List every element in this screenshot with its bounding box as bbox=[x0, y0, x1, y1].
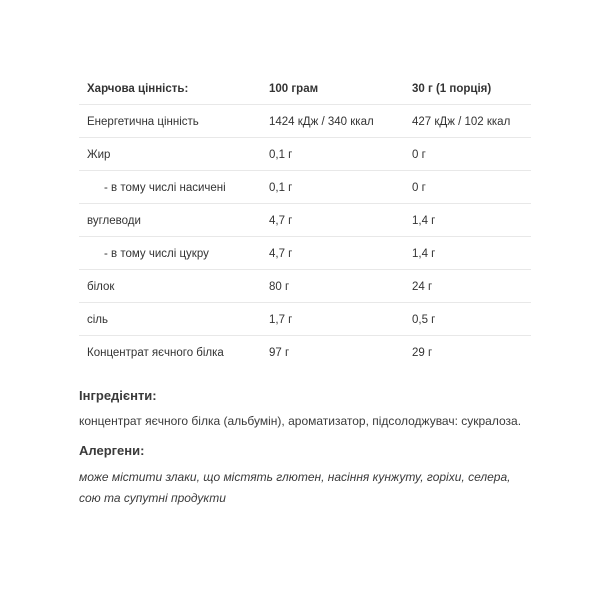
row-label: - в тому числі цукру bbox=[104, 248, 209, 260]
row-value-serving: 0 г bbox=[412, 149, 426, 161]
row-value-100g: 0,1 г bbox=[269, 149, 293, 161]
row-value-100g: 1,7 г bbox=[269, 314, 293, 326]
table-row bbox=[79, 303, 531, 336]
row-value-100g: 0,1 г bbox=[269, 182, 293, 194]
table-row bbox=[79, 171, 531, 204]
row-value-serving: 0 г bbox=[412, 182, 426, 194]
row-value-100g: 80 г bbox=[269, 281, 290, 293]
table-row bbox=[79, 204, 531, 237]
header-nutrition-value: Харчова цінність: bbox=[87, 83, 189, 95]
allergens-title: Алергени: bbox=[79, 443, 145, 458]
row-value-serving: 1,4 г bbox=[412, 248, 436, 260]
row-value-100g: 1424 кДж / 340 ккал bbox=[269, 116, 374, 128]
row-label: Концентрат яєчного білка bbox=[87, 347, 224, 359]
table-header-row bbox=[79, 72, 531, 105]
row-label: вуглеводи bbox=[87, 215, 141, 227]
table-row bbox=[79, 105, 531, 138]
table-row bbox=[79, 336, 531, 368]
row-value-serving: 29 г bbox=[412, 347, 433, 359]
row-label: - в тому числі насичені bbox=[104, 182, 226, 194]
nutrition-table bbox=[79, 72, 531, 368]
row-value-100g: 4,7 г bbox=[269, 215, 293, 227]
table-row bbox=[79, 270, 531, 303]
row-label: Енергетична цінність bbox=[87, 116, 199, 128]
row-label: Жир bbox=[87, 149, 111, 161]
row-value-100g: 97 г bbox=[269, 347, 290, 359]
header-per-100g: 100 грам bbox=[269, 83, 319, 95]
row-value-serving: 1,4 г bbox=[412, 215, 436, 227]
table-row bbox=[79, 138, 531, 171]
ingredients-text: концентрат яєчного білка (альбумін), ароматизатор, підсолоджувач: сукралоза. bbox=[79, 414, 522, 428]
allergens-text: може містити злаки, що містять глютен, насіння кунжуту, горіхи, селера, сою та супутні продукти bbox=[79, 470, 511, 505]
ingredients-title: Інгредієнти: bbox=[79, 388, 157, 403]
row-value-100g: 4,7 г bbox=[269, 248, 293, 260]
row-label: білок bbox=[87, 281, 115, 293]
header-per-serving: 30 г (1 порція) bbox=[412, 83, 492, 95]
table-row bbox=[79, 237, 531, 270]
row-label: сіль bbox=[87, 314, 109, 326]
row-value-serving: 24 г bbox=[412, 281, 433, 293]
row-value-serving: 0,5 г bbox=[412, 314, 436, 326]
row-value-serving: 427 кДж / 102 ккал bbox=[412, 116, 511, 128]
